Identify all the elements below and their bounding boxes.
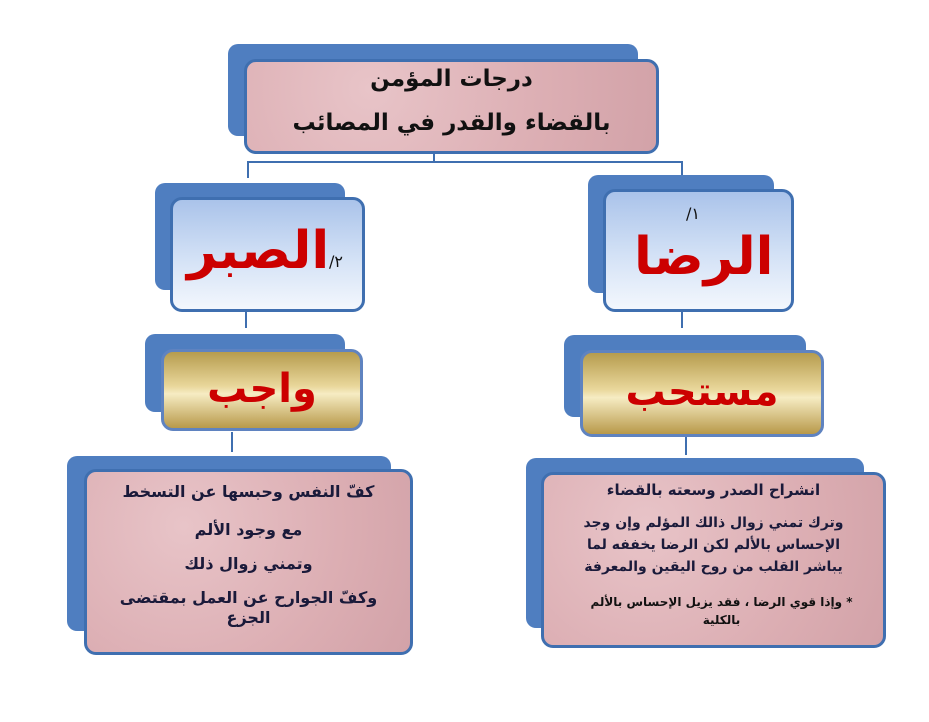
title-box xyxy=(244,59,659,154)
rida-label: الرضا xyxy=(634,227,774,287)
sabr-box xyxy=(170,197,365,312)
sabr-number: ٢/ xyxy=(329,252,343,271)
sabr-desc-box xyxy=(84,469,413,655)
title-line-2: بالقضاء والقدر في المصائب xyxy=(292,110,611,136)
sabr-desc-line-4: وكفّ الجوارح عن العمل بمقتضى الجزع xyxy=(119,588,378,627)
rida-number: ١/ xyxy=(686,204,700,223)
rida-desc-line-1: انشراح الصدر وسعته بالقضاء xyxy=(606,481,821,499)
rida-desc-line-3: الإحساس بالألم لكن الرضا يخففه لما xyxy=(586,537,841,553)
rida-desc-line-4: يباشر القلب من روح اليقين والمعرفة xyxy=(584,559,843,575)
title-line-1: درجات المؤمن xyxy=(370,66,533,92)
wajib-box xyxy=(161,349,363,431)
mustahab-label: مستحب xyxy=(625,369,779,415)
sabr-label: الصبر xyxy=(187,221,330,281)
rida-desc-line-2: وترك تمني زوال ذالك المؤلم وإن وجد xyxy=(583,515,844,531)
wajib-label: واجب xyxy=(207,366,317,412)
sabr-desc-line-1: كفّ النفس وحبسها عن التسخط xyxy=(122,482,375,501)
rida-box xyxy=(603,189,794,312)
mustahab-box xyxy=(580,350,824,437)
rida-desc-note: * وإذا قوي الرضا ، فقد يزيل الإحساس بالألم بالكلية xyxy=(590,595,853,627)
sabr-desc-line-2: مع وجود الألم xyxy=(194,520,303,539)
sabr-desc-line-3: وتمني زوال ذلك xyxy=(184,554,313,573)
rida-desc-box xyxy=(541,472,886,648)
